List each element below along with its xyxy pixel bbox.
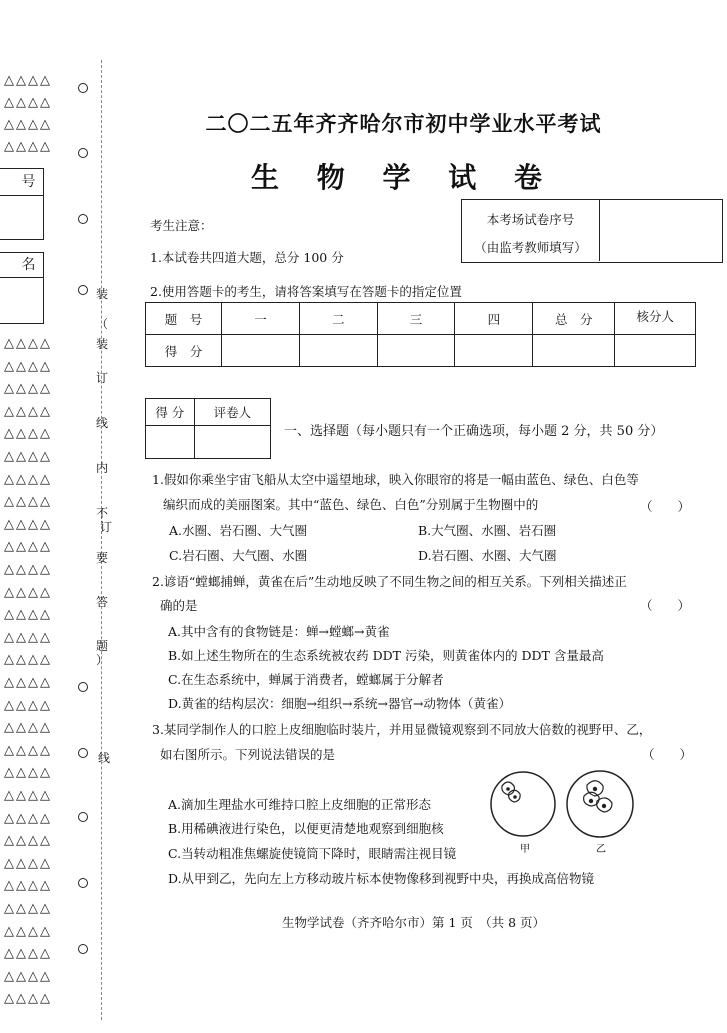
notice-heading: 考生注意： (150, 218, 213, 233)
grader-score-label: 得 分 (146, 399, 195, 426)
triangle-row: △△△△ (4, 471, 52, 487)
triangle-row: △△△△ (4, 494, 52, 510)
binding-char: （ (95, 317, 108, 331)
binding-hole (78, 748, 88, 758)
triangle-row: △△△△ (4, 675, 52, 690)
triangle-row: △△△△ (4, 426, 52, 442)
binding-char: 线 (95, 416, 108, 430)
triangle-row: △△△△ (4, 73, 52, 88)
student-name-box (0, 252, 44, 324)
triangle-row: △△△△ (4, 968, 52, 984)
grader-score-cell[interactable] (146, 426, 195, 459)
page-footer: 生物学试卷（齐齐哈尔市）第 1 页 （共 8 页） (281, 915, 546, 930)
answer-bracket: （ ） (642, 747, 693, 762)
exam-title: 二〇二五年齐齐哈尔市初中学业水平考试 (205, 111, 602, 136)
triangle-row: △△△△ (4, 539, 52, 555)
triangle-row: △△△△ (4, 652, 52, 668)
option-a: A.其中含有的食物链是：蝉→螳螂→黄雀 (168, 624, 390, 639)
option-b: B.用稀碘液进行染色，以便更清楚地观察到细胞核 (168, 821, 444, 836)
binding-char: 线 (97, 751, 110, 765)
option-b: B.大气圈、水圈、岩石圈 (418, 523, 557, 538)
score-table (145, 302, 696, 367)
binding-char: ） (95, 653, 108, 667)
triangle-row: △△△△ (4, 878, 52, 894)
table-header-cell: 一 (222, 303, 300, 335)
triangle-row: △△△△ (4, 810, 52, 826)
triangle-row: △△△△ (4, 991, 52, 1007)
student-name-label: 名 (0, 253, 43, 278)
triangle-row: △△△△ (4, 901, 52, 916)
binding-hole (78, 83, 88, 93)
question-stem: 确的是 (160, 598, 198, 613)
triangle-row: △△△△ (4, 697, 52, 713)
score-cell[interactable] (377, 335, 455, 367)
binding-hole (78, 682, 88, 692)
score-cell[interactable] (615, 335, 696, 367)
score-cell[interactable] (299, 335, 377, 367)
answer-bracket: （ ） (640, 598, 691, 613)
table-header-cell: 二 (299, 303, 377, 335)
subject-title: 生 物 学 试 卷 (251, 161, 556, 194)
score-cell[interactable] (455, 335, 533, 367)
section-title: 一、选择题（每小题只有一个正确选项，每小题 2 分，共 50 分） (284, 424, 664, 439)
triangle-row: △△△△ (4, 629, 52, 645)
table-header-cell: 三 (377, 303, 455, 335)
triangle-row: △△△△ (4, 833, 52, 849)
binding-char: 题 (95, 639, 108, 653)
question-stem: 2.谚语“螳螂捕蝉，黄雀在后”生动地反映了不同生物之间的相互关系。下列相关描述正 (152, 574, 627, 589)
binding-margin (0, 0, 115, 1033)
figure-label-b: 乙 (596, 844, 606, 855)
option-c: C.岩石圈、大气圈、水圈 (169, 548, 308, 563)
binding-char: 内 (95, 461, 108, 475)
binding-hole (78, 812, 88, 822)
option-c: C.在生态系统中，蝉属于消费者，螳螂属于分解者 (168, 672, 444, 687)
answer-bracket: （ ） (640, 499, 691, 514)
triangle-row: △△△△ (4, 516, 52, 532)
microscope-field-figure (484, 763, 644, 859)
triangle-row: △△△△ (4, 742, 52, 758)
student-number-label: 号 (0, 169, 43, 196)
triangle-row: △△△△ (4, 584, 52, 600)
notice-item: 2.使用答题卡的考生，请将答案填写在答题卡的指定位置 (150, 284, 462, 299)
triangle-row: △△△△ (4, 923, 52, 939)
triangle-row: △△△△ (4, 855, 52, 871)
triangle-row: △△△△ (4, 607, 52, 623)
table-header-cell: 四 (455, 303, 533, 335)
binding-line (101, 60, 102, 1020)
score-cell[interactable] (533, 335, 615, 367)
question-stem: 编织而成的美丽图案。其中“蓝色、绿色、白色”分别属于生物圈中的 (163, 497, 539, 512)
option-d: D.从甲到乙，先向左上方移动玻片标本使物像移到视野中央，再换成高倍物镜 (168, 871, 595, 886)
binding-char: 装 (95, 337, 108, 351)
serial-box-line2: （由监考教师填写） (474, 240, 587, 255)
binding-char: 答 (95, 595, 108, 609)
triangle-row: △△△△ (4, 449, 52, 464)
triangle-row: △△△△ (4, 720, 52, 736)
option-d: D.黄雀的结构层次：细胞→组织→系统→器官→动物体（黄雀） (168, 696, 511, 711)
question-stem: 3.某同学制作人的口腔上皮细胞临时装片，并用显微镜观察到不同放大倍数的视野甲、乙， (152, 722, 652, 737)
table-header-cell: 题 号 (146, 303, 222, 335)
option-b: B.如上述生物所在的生态系统被农药 DDT 污染，则黄雀体内的 DDT 含量最高 (168, 648, 604, 663)
triangle-row: △△△△ (4, 336, 52, 351)
triangle-row: △△△△ (4, 788, 52, 803)
grader-box (145, 398, 271, 459)
option-a: A.水圈、岩石圈、大气圈 (169, 523, 308, 538)
score-cell[interactable] (222, 335, 300, 367)
binding-char: 订 (95, 371, 108, 385)
question-stem: 1.假如你乘坐宇宙飞船从太空中遥望地球，映入你眼帘的将是一幅由蓝色、绿色、白色等 (152, 472, 639, 487)
triangle-row: △△△△ (4, 765, 52, 781)
triangle-row: △△△△ (4, 358, 52, 374)
table-header-cell: 总 分 (533, 303, 615, 335)
triangle-row: △△△△ (4, 562, 52, 577)
triangle-row: △△△△ (4, 139, 52, 154)
table-header-cell: 核分人 (615, 303, 696, 335)
grader-name-cell[interactable] (194, 426, 270, 459)
option-c: C.当转动粗准焦螺旋使镜筒下降时，眼睛需注视目镜 (168, 846, 457, 861)
binding-char: 要 (95, 551, 108, 565)
serial-number-box (461, 199, 723, 263)
notice-item: 1.本试卷共四道大题，总分 100 分 (150, 250, 344, 265)
figure-label-a: 甲 (520, 844, 530, 855)
option-a: A.滴加生理盐水可维持口腔上皮细胞的正常形态 (168, 797, 432, 812)
binding-char: 装 (95, 287, 108, 301)
table-row-label: 得 分 (146, 335, 222, 367)
binding-hole (78, 878, 88, 888)
question-stem: 如右图所示。下列说法错误的是 (160, 747, 336, 762)
binding-char: 不 (95, 506, 108, 520)
triangle-row: △△△△ (4, 95, 52, 110)
grader-label: 评卷人 (194, 399, 270, 426)
serial-box-line1: 本考场试卷序号 (486, 212, 575, 227)
option-d: D.岩石圈、水圈、大气圈 (418, 548, 557, 563)
triangle-row: △△△△ (4, 946, 52, 962)
triangle-row: △△△△ (4, 403, 52, 419)
binding-hole (78, 944, 88, 954)
triangle-row: △△△△ (4, 381, 52, 397)
binding-hole (78, 285, 88, 295)
binding-char: 订 (99, 520, 112, 534)
binding-hole (78, 214, 88, 224)
triangle-row: △△△△ (4, 117, 52, 132)
